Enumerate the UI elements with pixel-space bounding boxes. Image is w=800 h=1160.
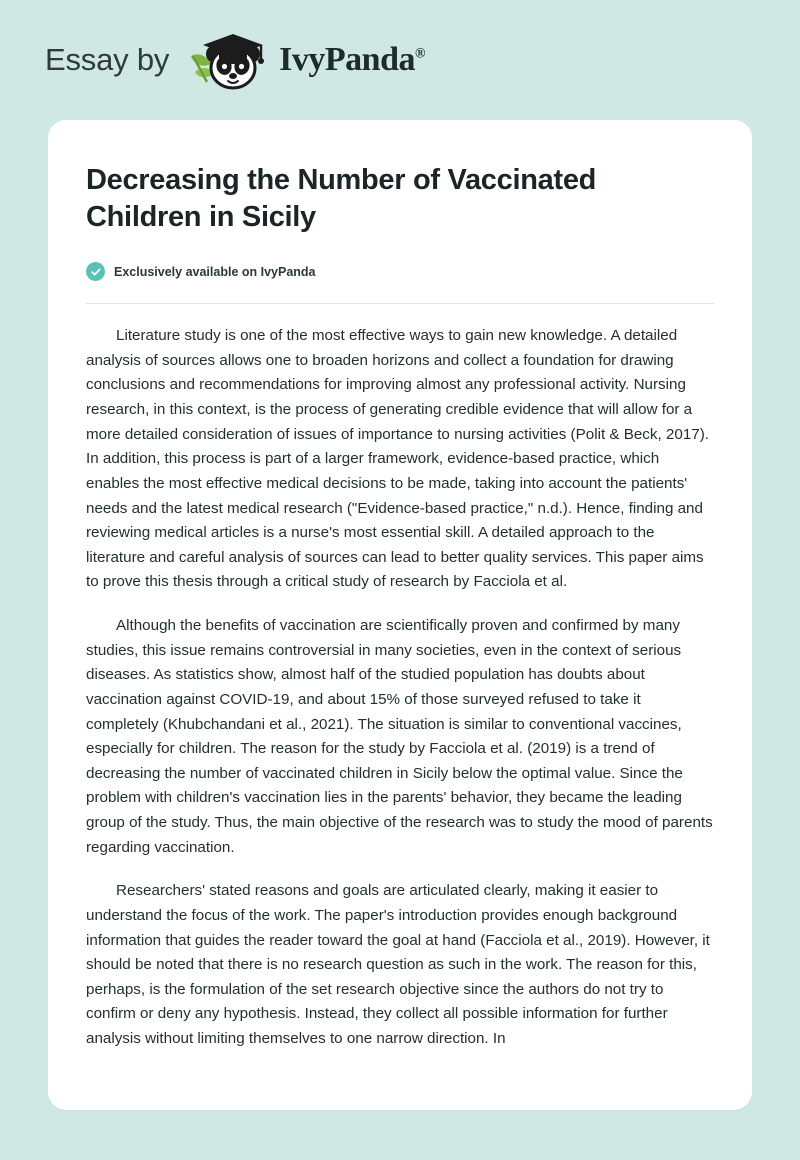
brand-name bbox=[279, 41, 425, 79]
paragraph: Although the benefits of vaccination are scientifically proven and confirmed by many studies, this issue remains controversial in many societies, even in the context of serious diseases. As statistics show, almost half of the studied population has doubts about vaccination against COVID-19, and about 15% of those surveyed refused to take it completely (Khubchandani et al., 2021). The situation is similar to conventional vaccines, especially for children. The reason for the study by Facciola et al. (2019) is a trend of decreasing the number of vaccinated children in Sicily below the optimal value. Since the problem with children's vaccination lies in the parents' behavior, they became the leading group of the study. Thus, the main objective of the research was to study the mood of parents regarding vaccination. bbox=[86, 617, 713, 856]
brand-name-text: IvyPanda bbox=[279, 41, 415, 78]
panda-graduate-icon bbox=[181, 26, 273, 94]
site-header bbox=[0, 0, 800, 120]
essay-body bbox=[86, 324, 714, 1052]
brand-logo[interactable] bbox=[181, 26, 425, 94]
badge-label: Exclusively available on IvyPanda bbox=[114, 264, 316, 279]
essay-by-label: Essay by bbox=[45, 42, 170, 77]
essay-card bbox=[48, 120, 752, 1110]
check-circle-icon bbox=[86, 262, 105, 281]
paragraph: Literature study is one of the most effective ways to gain new knowledge. A detailed analysis of sources allows one to broaden horizons and collect a foundation for drawing conclusions and recommendations for improving almost any professional activity. Nursing research, in this context, is the process of generating credible evidence that will allow for a more detailed consideration of issues of importance to nursing activities (Polit & Beck, 2017). In addition, this process is part of a larger framework, evidence-based practice, which enables the most effective medical decisions to be made, taking into account the patients' needs and the latest medical research ("Evidence-based practice," n.d.). Hence, finding and reviewing medical articles is a nurse's most essential skill. A detailed approach to the literature and careful analysis of sources can lead to better quality services. This paper aims to prove this thesis through a critical study of research by Facciola et al. bbox=[86, 327, 709, 591]
brand[interactable] bbox=[45, 26, 425, 94]
title-divider bbox=[86, 303, 714, 304]
brand-registered-mark: ® bbox=[415, 46, 425, 62]
exclusive-badge bbox=[86, 262, 714, 281]
page-title: Decreasing the Number of Vaccinated Children in Sicily bbox=[86, 164, 597, 234]
paragraph: Researchers' stated reasons and goals are articulated clearly, making it easier to understand the focus of the work. The paper's introduction provides enough background information that guides the reader toward the goal at hand (Facciola et al., 2019). However, it should be noted that there is no research question as such in the work. The reason for this, perhaps, is the formulation of the set research objective since the authors do not try to confirm or deny any hypothesis. Instead, they collect all possible information for further analysis without limiting themselves to one narrow direction. In bbox=[86, 882, 710, 1048]
